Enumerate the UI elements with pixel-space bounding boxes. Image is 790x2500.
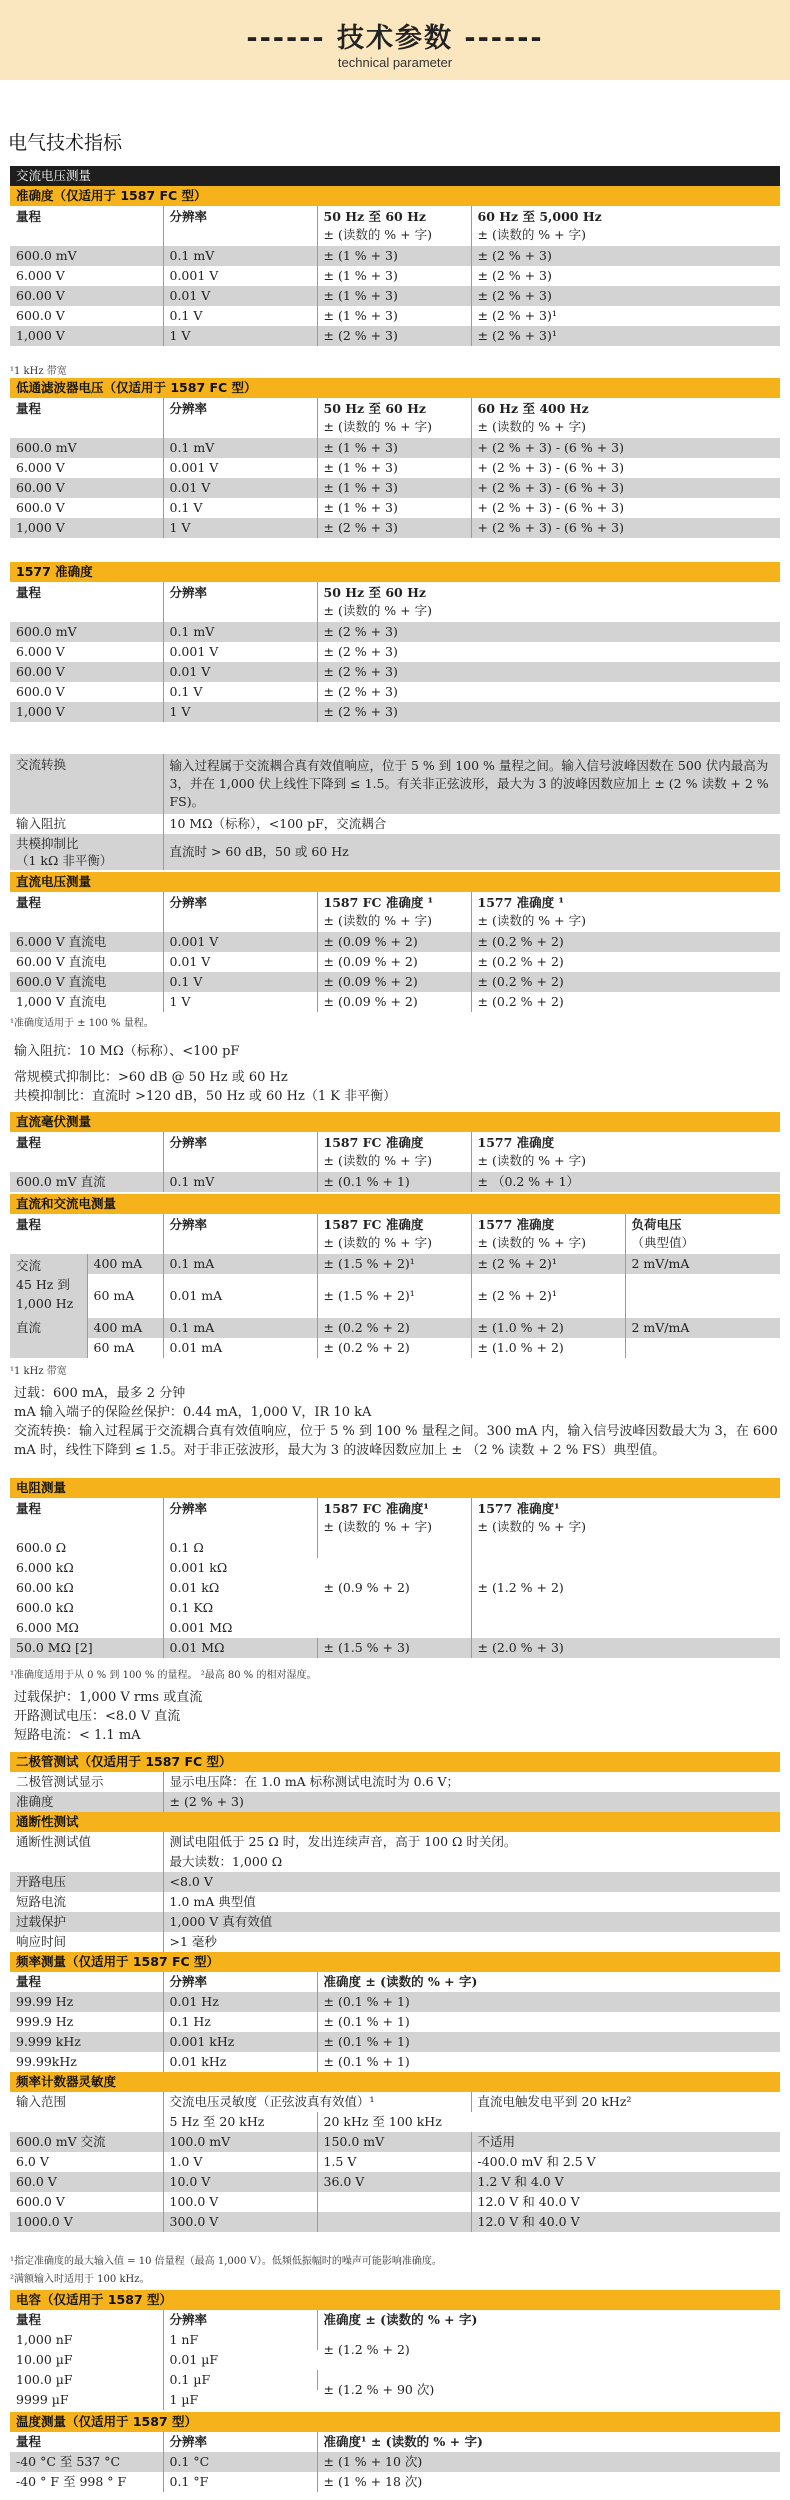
dcv-title: 直流电压测量 xyxy=(10,872,780,892)
acdc-note: ¹1 kHz 带宽 xyxy=(10,1366,67,1377)
table-row: 600.0 kΩ 0.1 KΩ xyxy=(10,1598,780,1618)
col-range: 量程 xyxy=(10,2432,163,2452)
table-row: 1,000 V 直流电 1 V ± (0.09 % + 2) ± (0.2 % + 2) xyxy=(10,992,780,1012)
col-resolution: 分辨率 xyxy=(163,1972,317,1992)
input-impedance-label: 输入阻抗 xyxy=(10,814,163,834)
fcs-table xyxy=(10,2072,780,2232)
table-row: 1,000 nF 1 nF ± (1.2 % + 2) xyxy=(10,2330,780,2350)
fcs-title: 频率计数器灵敏度 xyxy=(10,2072,780,2092)
acv-subtitle: 准确度（仅适用于 1587 FC 型） xyxy=(10,186,780,206)
table-row: 10.00 µF 0.01 µF xyxy=(10,2350,780,2370)
cap-table xyxy=(10,2290,780,2410)
table-row: 开路电压 <8.0 V xyxy=(10,1872,780,1892)
table-row: 短路电流 1.0 mA 典型值 xyxy=(10,1892,780,1912)
table-row: 准确度 ± (2 % + 3) xyxy=(10,1792,780,1812)
table-row: 60.00 V 0.01 V ± (1 % + 3) ± (2 % + 3) xyxy=(10,286,780,306)
acc1577-table xyxy=(10,562,780,722)
cmrr-value: 直流时 > 60 dB，50 或 60 Hz xyxy=(163,834,780,870)
fcs-note-1: ¹指定准确度的最大输入值 = 10 倍量程（最高 1,000 V）。低频低振幅时的噪声可能影响准确度。 xyxy=(10,2256,442,2267)
dcmv-table xyxy=(10,1112,780,1192)
table-row: 600.0 mV 0.1 mV ± (1 % + 3) ± (2 % + 3) xyxy=(10,246,780,266)
dcv-table xyxy=(10,872,780,1012)
table-row: 60.0 V 10.0 V 36.0 V 1.2 V 和 4.0 V xyxy=(10,2172,780,2192)
col-accuracy: 准确度 ± (读数的 % + 字) xyxy=(317,1972,780,1992)
page-header xyxy=(0,0,790,80)
table-row: 6.000 V 0.001 V ± (2 % + 3) xyxy=(10,642,780,662)
acc1577-subtitle: 1577 准确度 xyxy=(10,562,780,582)
col-ac-high: 20 kHz 至 100 kHz xyxy=(317,2112,471,2132)
col-range: 量程 xyxy=(10,892,163,932)
dcv-cmrr: 共模抑制比：直流时 >120 dB，50 Hz 或 60 Hz（1 K 非平衡） xyxy=(14,1089,397,1104)
table-row: 600.0 mV 交流 100.0 mV 150.0 mV 不适用 xyxy=(10,2132,780,2152)
col-resolution: 分辨率 xyxy=(163,206,317,246)
acdc-overload: 过载：600 mA，最多 2 分钟 xyxy=(14,1386,186,1401)
dcmv-title: 直流毫伏测量 xyxy=(10,1112,780,1132)
col-accuracy-a: 50 Hz 至 60 Hz ± (读数的 % + 字) xyxy=(317,206,471,246)
cap-accuracy-1: ± (1.2 % + 2) xyxy=(317,2330,780,2370)
acdc-title: 直流和交流电测量 xyxy=(10,1194,780,1214)
cap-accuracy-2: ± (1.2 % + 90 次) xyxy=(317,2370,780,2410)
ac-label: 交流 45 Hz 到 1,000 Hz xyxy=(10,1254,87,1318)
acconv-value: 输入过程属于交流耦合真有效值响应，位于 5 % 到 100 % 量程之间。输入信号波峰因数在 500 伏内最高为 3，并在 1,000 伏上线性下降到 ≤ 1.5。有关非正弦波形，最大为 3 的波峰因数应加上 ± (2 % 读数 + 2 % FS)。 xyxy=(163,754,780,814)
res-accuracy-1587: ± (0.9 % + 2) xyxy=(317,1538,471,1638)
page-subtitle: technical parameter xyxy=(337,55,453,70)
table-row: 60.00 V 0.01 V ± (2 % + 3) xyxy=(10,662,780,682)
table-row: 60 mA 0.01 mA ± (0.2 % + 2) ± (1.0 % + 2) xyxy=(10,1338,780,1358)
table-row: 1000.0 V 300.0 V 12.0 V 和 40.0 V xyxy=(10,2212,780,2232)
table-row: 6.000 V 0.001 V ± (1 % + 3) + (2 % + 3) - (6 % + 3) xyxy=(10,458,780,478)
col-resolution: 分辨率 xyxy=(163,1214,317,1254)
table-row: 1,000 V 1 V ± (2 % + 3) ± (2 % + 3)¹ xyxy=(10,326,780,346)
table-row: 9.999 kHz 0.001 kHz ± (0.1 % + 1) xyxy=(10,2032,780,2052)
table-row: 6.000 MΩ 0.001 MΩ xyxy=(10,1618,780,1638)
table-row: 9999 µF 1 µF xyxy=(10,2390,780,2410)
col-resolution: 分辨率 xyxy=(163,892,317,932)
table-row: 100.0 µF 0.1 µF ± (1.2 % + 90 次) xyxy=(10,2370,780,2390)
table-row: 600.0 V 直流电 0.1 V ± (0.09 % + 2) ± (0.2 % + 2) xyxy=(10,972,780,992)
col-range: 量程 xyxy=(10,206,163,246)
dcv-nmrr: 常规模式抑制比：>60 dB @ 50 Hz 或 60 Hz xyxy=(14,1070,288,1085)
res-overload: 过载保护：1,000 V rms 或直流 xyxy=(14,1690,203,1705)
table-row: 1,000 V 1 V ± (2 % + 3) xyxy=(10,702,780,722)
dcv-note: ¹准确度适用于 ± 100 % 量程。 xyxy=(10,1018,154,1029)
col-resolution: 分辨率 xyxy=(163,1132,317,1172)
table-row: 响应时间 >1 毫秒 xyxy=(10,1932,780,1952)
col-accuracy-a: 50 Hz 至 60 Hz ± (读数的 % + 字) xyxy=(317,398,471,438)
cap-title: 电容（仅适用于 1587 型） xyxy=(10,2290,780,2310)
col-range: 量程 xyxy=(10,582,163,622)
col-ac-low: 5 Hz 至 20 kHz xyxy=(163,2112,317,2132)
table-row: -40 ° F 至 998 ° F 0.1 °F ± (1 % + 18 次) xyxy=(10,2472,780,2492)
table-row: 6.000 V 直流电 0.001 V ± (0.09 % + 2) ± (0.2 % + 2) xyxy=(10,932,780,952)
res-accuracy-1577: ± (1.2 % + 2) xyxy=(471,1538,780,1638)
col-accuracy-b: 60 Hz 至 400 Hz ± (读数的 % + 字) xyxy=(471,398,780,438)
table-row: 60.00 V 直流电 0.01 V ± (0.09 % + 2) ± (0.2 % + 2) xyxy=(10,952,780,972)
table-row: 通断性测试值 测试电阻低于 25 Ω 时，发出连续声音，高于 100 Ω 时关闭。 最大读数：1,000 Ω xyxy=(10,1832,780,1872)
dc-label: 直流 xyxy=(10,1318,87,1358)
table-row: 二极管测试显示 显示电压降：在 1.0 mA 标称测试电流时为 0.6 V； xyxy=(10,1772,780,1792)
col-range: 量程 xyxy=(10,398,163,438)
acv-table xyxy=(10,166,780,346)
col-accuracy: 准确度 ± (读数的 % + 字) xyxy=(317,2310,780,2330)
acdc-conversion: 交流转换：输入过程属于交流耦合真有效值响应，位于 5 % 到 100 % 量程之间。300 mA 内，输入信号波峰因数最大为 3，在 600 mA 时，线性下降到 ≤ 1.5。对于非正弦波形，最大为 3 的波峰因数应加上 ± （2 % 读数 + 2 % FS）典型值。 xyxy=(14,1424,778,1458)
res-open-voltage: 开路测试电压：<8.0 V 直流 xyxy=(14,1709,181,1724)
col-ac-sensitivity: 交流电压灵敏度（正弦波真有效值）¹ xyxy=(163,2092,471,2112)
col-accuracy: 准确度¹ ± (读数的 % + 字) xyxy=(317,2432,780,2452)
table-row: 1,000 V 1 V ± (2 % + 3) + (2 % + 3) - (6 % + 3) xyxy=(10,518,780,538)
acconv-table xyxy=(10,754,780,870)
diode-title: 二极管测试（仅适用于 1587 FC 型） xyxy=(10,1752,780,1772)
col-resolution: 分辨率 xyxy=(163,2432,317,2452)
table-row: 999.9 Hz 0.1 Hz ± (0.1 % + 1) xyxy=(10,2012,780,2032)
lpf-subtitle: 低通滤波器电压（仅适用于 1587 FC 型） xyxy=(10,378,780,398)
table-row: 600.0 mV 直流 0.1 mV ± (0.1 % + 1) ± （0.2 % + 1） xyxy=(10,1172,780,1192)
acv-note: ¹1 kHz 带宽 xyxy=(10,366,67,377)
table-row: 50.0 MΩ [2] 0.01 MΩ ± (1.5 % + 3) ± (2.0 % + 3) xyxy=(10,1638,780,1658)
col-range: 量程 xyxy=(10,1214,163,1254)
res-short-current: 短路电流：< 1.1 mA xyxy=(14,1728,141,1743)
col-accuracy-1587: 1587 FC 准确度 ± (读数的 % + 字) xyxy=(317,1214,471,1254)
cmrr-label: 共模抑制比 （1 kΩ 非平衡） xyxy=(10,834,163,870)
col-resolution: 分辨率 xyxy=(163,2310,317,2330)
col-accuracy-1587: 1587 FC 准确度 ¹ ± (读数的 % + 字) xyxy=(317,892,471,932)
section-title: 电气技术指标 xyxy=(8,132,123,154)
temp-table xyxy=(10,2412,780,2492)
table-row: 60.00 V 0.01 V ± (1 % + 3) + (2 % + 3) - (6 % + 3) xyxy=(10,478,780,498)
table-row: 6.000 kΩ 0.001 kΩ xyxy=(10,1558,780,1578)
col-range: 量程 xyxy=(10,2310,163,2330)
col-accuracy: 50 Hz 至 60 Hz ± (读数的 % + 字) xyxy=(317,582,780,622)
table-row: 直流 400 mA 0.1 mA ± (0.2 % + 2) ± (1.0 % + 2) 2 mV/mA xyxy=(10,1318,780,1338)
input-impedance-value: 10 MΩ（标称），<100 pF，交流耦合 xyxy=(163,814,780,834)
col-resolution: 分辨率 xyxy=(163,1498,317,1538)
temp-title: 温度测量（仅适用于 1587 型） xyxy=(10,2412,780,2432)
col-accuracy-1577: 1577 准确度 ± (读数的 % + 字) xyxy=(471,1214,625,1254)
table-row: 60 mA 0.01 mA ± (1.5 % + 2)¹ ± (2 % + 2)¹ xyxy=(10,1274,780,1318)
res-title: 电阻测量 xyxy=(10,1478,780,1498)
acconv-label: 交流转换 xyxy=(10,754,163,814)
page-title: ------ 技术参数 ------ xyxy=(246,23,544,54)
col-accuracy-b: 60 Hz 至 5,000 Hz ± (读数的 % + 字) xyxy=(471,206,780,246)
col-range: 量程 xyxy=(10,1132,163,1172)
diode-table xyxy=(10,1752,780,1952)
table-row: 600.0 V 0.1 V ± (2 % + 3) xyxy=(10,682,780,702)
freq-table xyxy=(10,1952,780,2072)
col-burden: 负荷电压 （典型值） xyxy=(625,1214,780,1254)
dcv-input-impedance: 输入阻抗：10 MΩ（标称）、<100 pF xyxy=(14,1044,240,1059)
table-row: -40 °C 至 537 °C 0.1 °C ± (1 % + 10 次) xyxy=(10,2452,780,2472)
table-row: 600.0 V 100.0 V 12.0 V 和 40.0 V xyxy=(10,2192,780,2212)
table-row: 600.0 V 0.1 V ± (1 % + 3) + (2 % + 3) - (6 % + 3) xyxy=(10,498,780,518)
table-row: 交流 45 Hz 到 1,000 Hz 400 mA 0.1 mA ± (1.5 % + 2)¹ ± (2 % + 2)¹ 2 mV/mA xyxy=(10,1254,780,1274)
table-row: 600.0 Ω 0.1 Ω ± (0.9 % + 2) ± (1.2 % + 2) xyxy=(10,1538,780,1558)
col-accuracy-1587: 1587 FC 准确度¹ ± (读数的 % + 字) xyxy=(317,1498,471,1538)
col-range: 量程 xyxy=(10,1972,163,1992)
table-row: 600.0 mV 0.1 mV ± (2 % + 3) xyxy=(10,622,780,642)
col-dc-trigger: 直流电触发电平到 20 kHz² xyxy=(471,2092,780,2132)
col-range: 量程 xyxy=(10,1498,163,1538)
res-table xyxy=(10,1478,780,1658)
col-accuracy-1577: 1577 准确度¹ ± (读数的 % + 字) xyxy=(471,1498,780,1538)
table-row: 过载保护 1,000 V 真有效值 xyxy=(10,1912,780,1932)
fcs-note-2: ²满额输入时适用于 100 kHz。 xyxy=(10,2274,150,2285)
table-row: 600.0 V 0.1 V ± (1 % + 3) ± (2 % + 3)¹ xyxy=(10,306,780,326)
col-accuracy-1577: 1577 准确度 ¹ ± (读数的 % + 字) xyxy=(471,892,780,932)
table-row: 60.00 kΩ 0.01 kΩ xyxy=(10,1578,780,1598)
table-row: 99.99kHz 0.01 kHz ± (0.1 % + 1) xyxy=(10,2052,780,2072)
lpf-table xyxy=(10,378,780,538)
col-resolution: 分辨率 xyxy=(163,398,317,438)
res-note: ¹准确度适用于从 0 % 到 100 % 的量程。 ²最高 80 % 的相对湿度。 xyxy=(10,1670,317,1681)
col-resolution: 分辨率 xyxy=(163,582,317,622)
col-accuracy-1577: 1577 准确度 ± (读数的 % + 字) xyxy=(471,1132,780,1172)
table-row: 6.000 V 0.001 V ± (1 % + 3) ± (2 % + 3) xyxy=(10,266,780,286)
acdc-fuse: mA 输入端子的保险丝保护：0.44 mA，1,000 V，IR 10 kA xyxy=(14,1405,372,1420)
table-row: 6.0 V 1.0 V 1.5 V -400.0 mV 和 2.5 V xyxy=(10,2152,780,2172)
acdc-table xyxy=(10,1194,780,1358)
acv-title: 交流电压测量 xyxy=(10,166,780,186)
col-input-range: 输入范围 xyxy=(10,2092,163,2132)
table-row: 99.99 Hz 0.01 Hz ± (0.1 % + 1) xyxy=(10,1992,780,2012)
freq-title: 频率测量（仅适用于 1587 FC 型） xyxy=(10,1952,780,1972)
cont-title: 通断性测试 xyxy=(10,1812,780,1832)
table-row: 600.0 mV 0.1 mV ± (1 % + 3) + (2 % + 3) - (6 % + 3) xyxy=(10,438,780,458)
col-accuracy-1587: 1587 FC 准确度 ± (读数的 % + 字) xyxy=(317,1132,471,1172)
